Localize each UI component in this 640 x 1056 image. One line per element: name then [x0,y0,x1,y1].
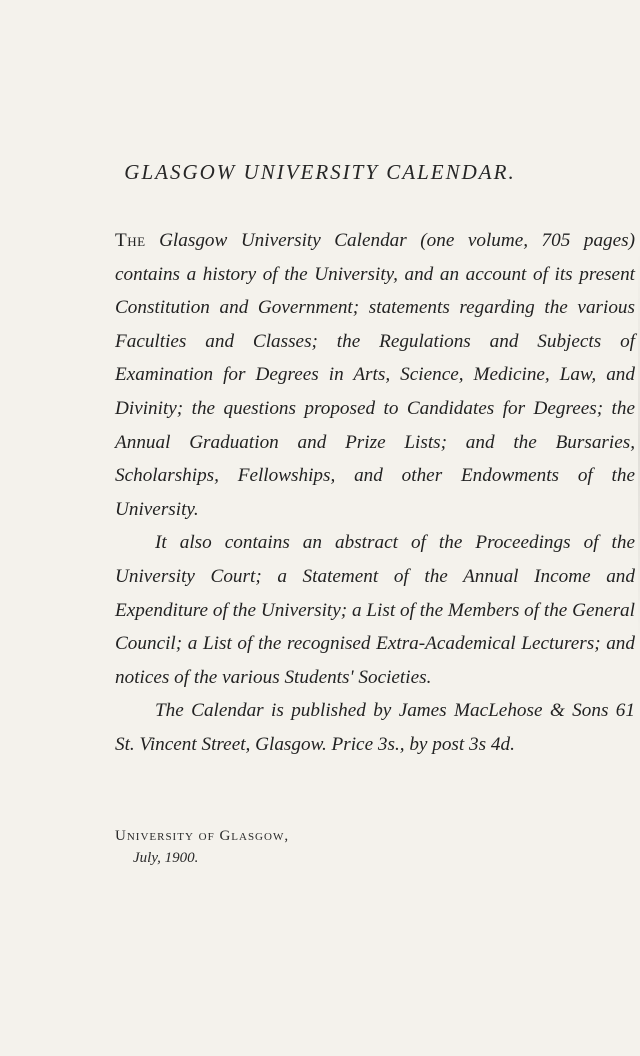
body-text [115,224,635,762]
imprint-date: July, 1900. [133,850,199,866]
paragraph-1-text: Glasgow University Calendar (one volume, 705 pages) contains a history of the University, and an account of its present Constitution and Government; statements regarding the various Faculties and Classes; the Regulations and Subjects of Examination for Degrees in Arts, Science, Medicine, Law, and Divinity; the questions proposed to Candidates for Degrees; the Annual Graduation and Prize Lists; and the Bursaries, Scholarships, Fellowships, and other Endowments of the University. [115,230,635,520]
paragraph-publication-info: The Calendar is published by James MacLehose & Sons 61 St. Vincent Street, Glasgow. Price 3s., by post 3s 4d. [115,700,635,755]
paragraph-lead-word: The [115,230,146,251]
paragraph-calendar-contents [115,224,635,526]
paragraph-also-contains: It also contains an abstract of the Proceedings of the University Court; a Statement of the Annual Income and Expenditure of the University; a List of the Members of the General Council; a List of the recognised Extra-Academical Lecturers; and notices of the various Students' Societies. [115,532,635,688]
page-title: GLASGOW UNIVERSITY CALENDAR. [124,160,516,184]
imprint-institution: University of Glasgow, [115,828,290,844]
